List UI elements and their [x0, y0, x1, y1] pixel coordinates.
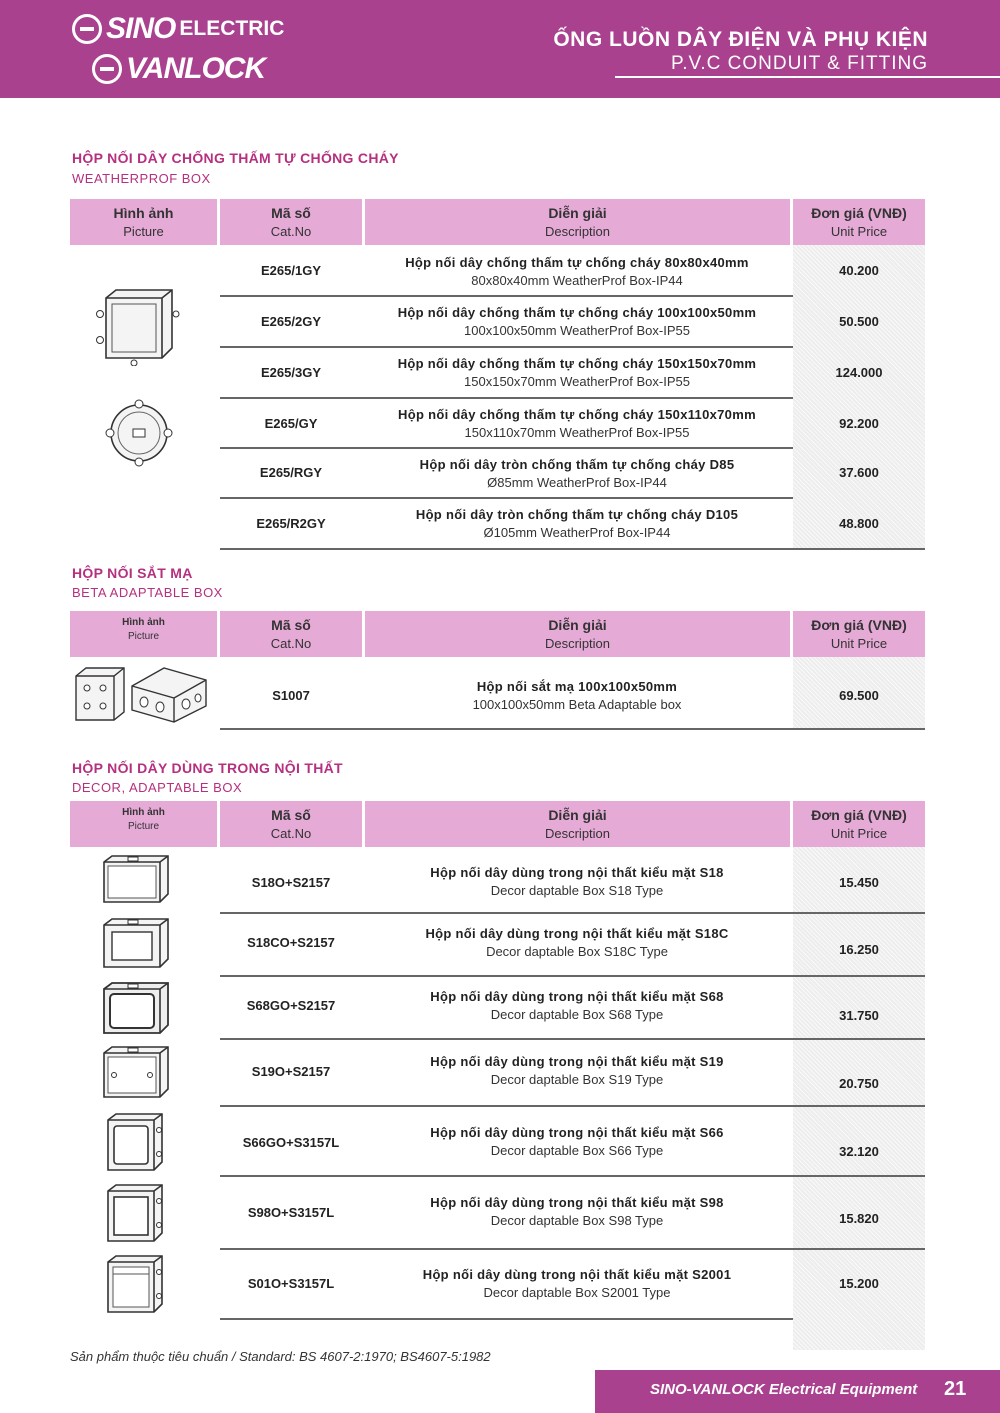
section-subtitle: BETA ADAPTABLE BOX	[72, 585, 223, 600]
cat-no: S66GO+S3157L	[242, 1135, 340, 1150]
unit-price: 20.750	[839, 1076, 879, 1091]
col-picture: Hình ảnh Picture	[70, 801, 217, 847]
section-subtitle: WEATHERPROF BOX	[72, 171, 211, 186]
header-title-vi: ỐNG LUỒN DÂY ĐIỆN VÀ PHỤ KIỆN	[553, 28, 928, 51]
unit-price: 40.200	[839, 263, 879, 278]
unit-price: 48.800	[839, 516, 879, 531]
cat-no: E265/1GY	[261, 263, 321, 278]
cat-no: S98O+S3157L	[247, 1205, 335, 1220]
section-title: HỘP NỐI DÂY CHỐNG THẤM TỰ CHỐNG CHÁY	[72, 150, 399, 166]
beta-adaptable-box-image	[72, 662, 212, 726]
cat-no: S01O+S3157L	[247, 1276, 335, 1291]
cat-no: E265/R2GY	[256, 516, 326, 531]
table-row	[220, 245, 925, 297]
header-title-en: P.V.C CONDUIT & FITTING	[670, 53, 928, 74]
brand-vanlock: VANLOCK	[126, 52, 266, 85]
table-row	[220, 348, 925, 399]
col-cat: Mã số Cat.No	[220, 801, 362, 847]
cat-no: E265/RGY	[259, 465, 323, 480]
description: Hộp nối dây tròn chống thấm tự chống cháy D85 Ø85mm WeatherProf Box-IP44	[419, 457, 735, 490]
unit-price: 92.200	[839, 416, 879, 431]
row-divider	[220, 548, 925, 550]
section-title: HỘP NỐI SẮT MẠ	[72, 565, 193, 581]
table-header	[70, 199, 925, 245]
col-price: Đơn giá (VNĐ) Unit Price	[793, 801, 925, 847]
unit-price: 69.500	[839, 688, 879, 703]
decor-box-s68-image	[100, 979, 172, 1037]
col-price: Đơn giá (VNĐ) Unit Price	[793, 611, 925, 657]
description: Hộp nối dây chống thấm tự chống cháy 100x100x50mm 100x100x50mm WeatherProf Box-IP55	[397, 305, 757, 338]
section-subtitle: DECOR, ADAPTABLE BOX	[72, 780, 243, 795]
table-row	[220, 1250, 925, 1320]
table-row	[220, 1177, 925, 1250]
table-row	[220, 914, 925, 977]
description: Hộp nối dây chống thấm tự chống cháy 150x150x70mm 150x150x70mm WeatherProf Box-IP55	[397, 356, 757, 389]
col-picture: Hình ảnh Picture	[70, 611, 217, 657]
table-row	[220, 399, 925, 449]
table-row	[220, 449, 925, 499]
sino-logo	[72, 12, 284, 46]
description: Hộp nối dây dùng trong nội thất kiểu mặt S98 Decor daptable Box S98 Type	[430, 1195, 724, 1228]
brand-electric: ELECTRIC	[179, 17, 285, 40]
table-row	[220, 847, 925, 914]
description: Hộp nối dây chống thấm tự chống cháy 150x110x70mm 150x110x70mm WeatherProf Box-IP55	[398, 407, 756, 440]
col-cat: Mã số Cat.No	[220, 199, 362, 245]
row-divider	[220, 728, 925, 730]
table-row	[220, 977, 925, 1040]
description: Hộp nối dây dùng trong nội thất kiểu mặt S2001 Decor daptable Box S2001 Type	[422, 1267, 732, 1300]
cat-no: S1007	[272, 688, 310, 703]
decor-box-s98-image	[104, 1181, 166, 1245]
table-row	[220, 1040, 925, 1107]
description: Hộp nối sắt mạ 100x100x50mm 100x100x50mm Beta Adaptable box	[472, 679, 682, 712]
round-weatherproof-box-image	[104, 398, 174, 468]
page-number: 21	[944, 1378, 967, 1400]
cat-no: S18O+S2157	[251, 875, 331, 890]
table-header	[70, 611, 925, 657]
brand-sino: SINO	[106, 12, 176, 45]
description: Hộp nối dây dùng trong nội thất kiểu mặt S68 Decor daptable Box S68 Type	[430, 989, 724, 1022]
description: Hộp nối dây dùng trong nội thất kiểu mặt S18C Decor daptable Box S18C Type	[425, 926, 729, 959]
row-divider	[220, 1318, 793, 1320]
table-header	[70, 801, 925, 847]
table-row	[220, 499, 925, 550]
col-desc: Diễn giải Description	[365, 199, 790, 245]
unit-price: 37.600	[839, 465, 879, 480]
col-price: Đơn giá (VNĐ) Unit Price	[793, 199, 925, 245]
col-desc: Diễn giải Description	[365, 801, 790, 847]
section-title: HỘP NỐI DÂY DÙNG TRONG NỘI THẤT	[72, 760, 343, 776]
cat-no: E265/3GY	[261, 365, 321, 380]
description: Hộp nối dây tròn chống thấm tự chống cháy D105 Ø105mm WeatherProf Box-IP44	[415, 507, 739, 540]
cat-no: E265/GY	[264, 416, 318, 431]
header-divider	[615, 76, 1000, 78]
vanlock-logo-icon	[92, 54, 122, 84]
cat-no: S68GO+S2157	[246, 998, 336, 1013]
unit-price: 31.750	[839, 1008, 879, 1023]
cat-no: S19O+S2157	[251, 1064, 331, 1079]
decor-box-s18c-image	[100, 915, 172, 971]
col-cat: Mã số Cat.No	[220, 611, 362, 657]
table-row	[220, 1107, 925, 1177]
unit-price: 15.450	[839, 875, 879, 890]
header-title	[553, 28, 928, 75]
unit-price: 16.250	[839, 942, 879, 957]
unit-price: 124.000	[835, 365, 883, 380]
cat-no: E265/2GY	[261, 314, 321, 329]
footer-brand: SINO-VANLOCK Electrical Equipment	[650, 1381, 918, 1398]
unit-price: 15.200	[839, 1276, 879, 1291]
decor-box-s19-image	[100, 1043, 172, 1101]
unit-price: 32.120	[839, 1144, 879, 1159]
description: Hộp nối dây dùng trong nội thất kiểu mặt S66 Decor daptable Box S66 Type	[430, 1125, 724, 1158]
unit-price: 50.500	[839, 314, 879, 329]
description: Hộp nối dây chống thấm tự chống cháy 80x80x40mm 80x80x40mm WeatherProf Box-IP44	[405, 255, 749, 288]
decor-box-s18-image	[100, 852, 172, 908]
description: Hộp nối dây dùng trong nội thất kiểu mặt S19 Decor daptable Box S19 Type	[430, 1054, 724, 1087]
table-row	[220, 657, 925, 730]
cat-no: S18CO+S2157	[247, 935, 335, 950]
decor-box-s66-image	[104, 1110, 166, 1174]
square-weatherproof-box-image	[96, 284, 180, 366]
unit-price: 15.820	[839, 1211, 879, 1226]
sino-logo-icon	[72, 14, 102, 44]
table-row	[220, 297, 925, 348]
standard-note: Sản phẩm thuộc tiêu chuẩn / Standard: BS 4607-2:1970; BS4607-5:1982	[70, 1349, 491, 1364]
col-picture: Hình ảnh Picture	[70, 199, 217, 245]
decor-box-s2001-image	[104, 1252, 166, 1316]
vanlock-logo	[72, 52, 265, 86]
col-desc: Diễn giải Description	[365, 611, 790, 657]
description: Hộp nối dây dùng trong nội thất kiểu mặt S18 Decor daptable Box S18 Type	[430, 865, 724, 898]
